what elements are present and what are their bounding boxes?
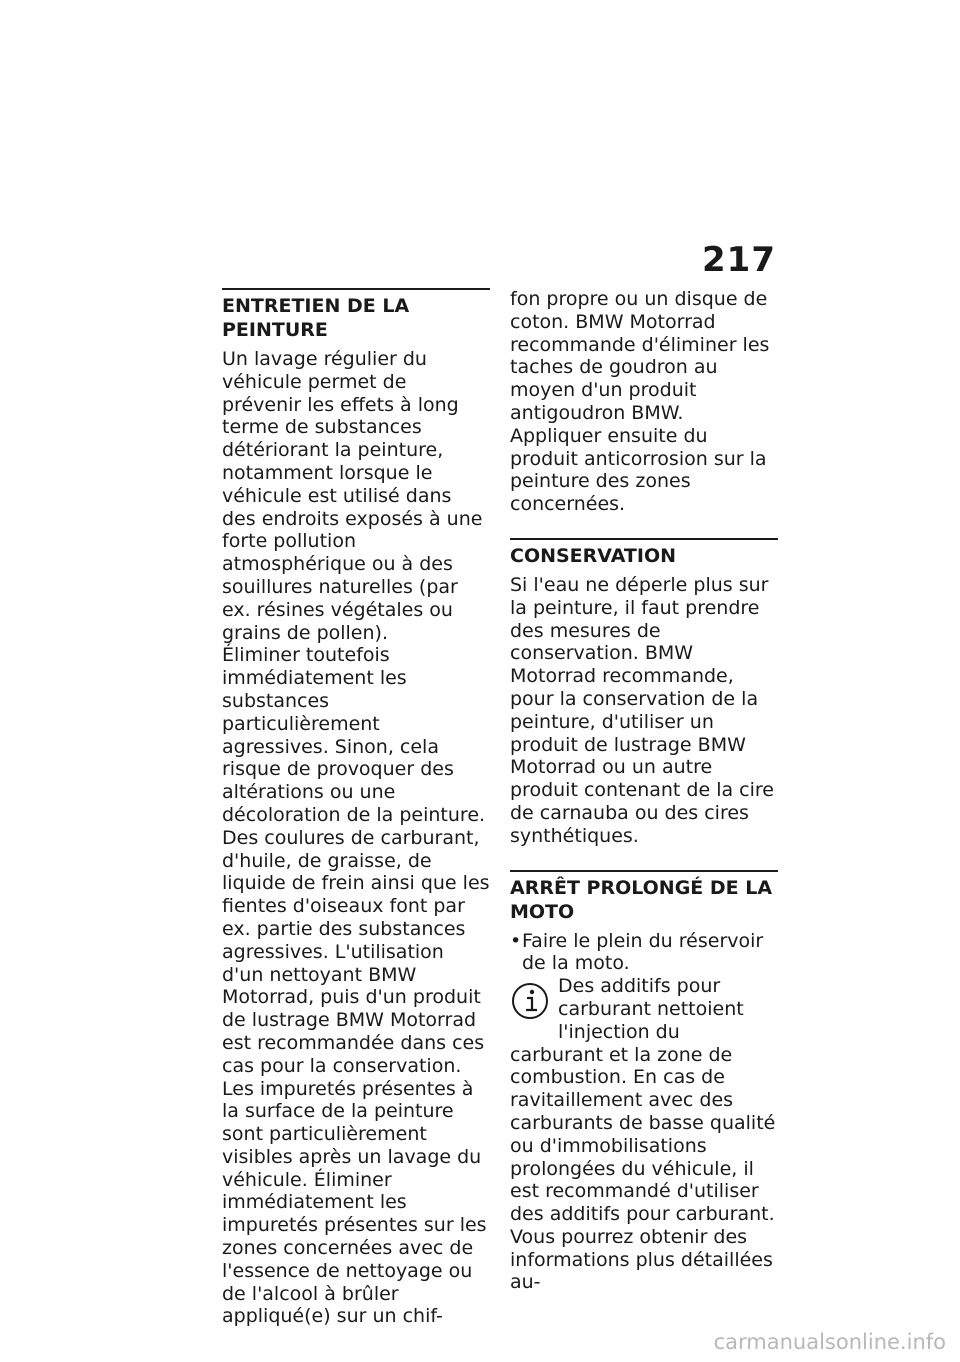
bullet-item xyxy=(510,930,778,976)
paragraph-conservation: Si l'eau ne déperle plus sur la peinture, il faut prendre des mesures de conservation. BMW Motorrad recommande, pour la conservation de la peinture, d'utiliser un produit de lustrage BMW Motorrad ou un autre produit contenant de la cire de carnauba ou des cires synthétiques. xyxy=(510,573,774,847)
note-text: Des additifs pour carburant nettoient l'injection du carburant et la zone de combustion. En cas de ravitaillement avec des carburants de basse qualité ou d'immobilisations prolongées du véhicule, il est recommandé d'utiliser des additifs pour carburant. Vous pourrez obtenir des informations plus détaillées au- xyxy=(510,975,776,1294)
heading-paint-care: ENTRETIEN DE LA PEINTURE xyxy=(222,295,410,341)
bullet-mark: • xyxy=(510,929,522,952)
heading-conservation: CONSERVATION xyxy=(510,544,677,567)
page-number: 217 xyxy=(702,240,776,280)
section-rule xyxy=(510,870,778,872)
left-column xyxy=(222,288,490,1328)
paragraph-2: Éliminer toutefois immédiatement les substances particulièrement agressives. Sinon, cela risque de provoquer des altérations ou une décoloration de la peinture. Des coulures de carburant, d'huile, de graisse, de liquide de frein ainsi que les fientes d'oiseaux font par ex. partie des substances agressives. L'utilisation d'un nettoyant BMW Motorrad, puis d'un produit de lustrage BMW Motorrad est recommandée dans ces cas pour la conservation. xyxy=(222,644,490,1077)
paragraph-continuation: fon propre ou un disque de coton. BMW Motorrad recommande d'éliminer les taches de goudron au moyen d'un produit antigoudron BMW. Appliquer ensuite du produit anticorrosion sur la peinture des zones concernées. xyxy=(510,288,770,516)
info-icon xyxy=(510,981,550,1021)
heading-long-storage: ARRÊT PROLONGÉ DE LA MOTO xyxy=(510,876,773,923)
paragraph-3: Les impuretés présentes à la surface de la peinture sont particulièrement visibles après un lavage du véhicule. Éliminer immédiatement les impuretés présentes sur les zones concernées avec de l'essence de nettoyage ou de l'alcool à brûler appliqué(e) sur un chif- xyxy=(222,1077,487,1328)
section-rule xyxy=(510,538,778,540)
bullet-text: Faire le plein du réservoir de la moto. xyxy=(522,929,764,975)
right-column xyxy=(510,288,778,1294)
info-note xyxy=(510,975,778,1294)
paragraph-1: Un lavage régulier du véhicule permet de prévenir les effets à long terme de substances détériorant la peinture, notamment lorsque le véhicule est utilisé dans des endroits exposés à une forte pollution atmosphérique ou à des souillures naturelles (par ex. résines végétales ou grains de pollen). xyxy=(222,348,483,644)
watermark: carmanualsonline.info xyxy=(713,1330,946,1354)
section-rule xyxy=(222,288,490,290)
